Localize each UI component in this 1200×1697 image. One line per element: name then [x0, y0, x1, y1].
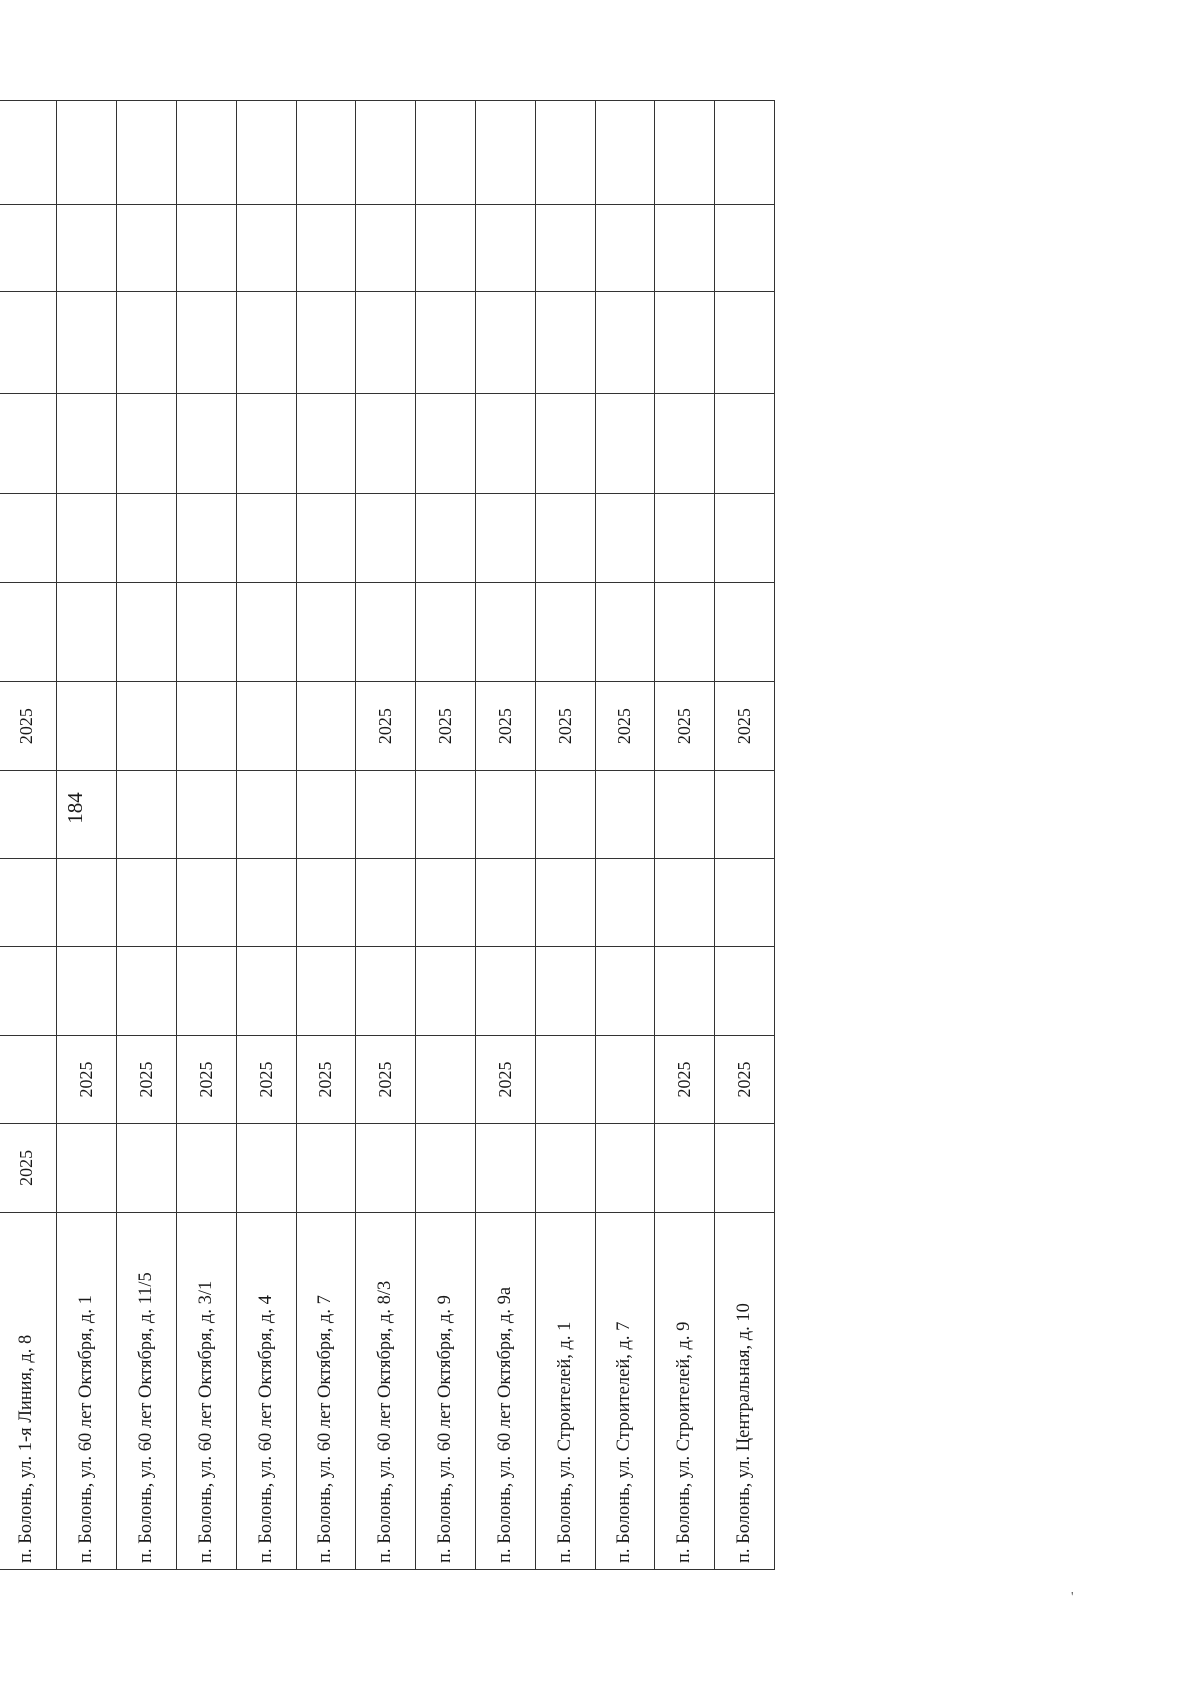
year-cell — [535, 292, 595, 394]
year-cell — [117, 682, 177, 770]
year-cell — [176, 770, 236, 858]
year-cell — [176, 859, 236, 947]
year-cell — [57, 582, 117, 682]
year-cell — [715, 1124, 775, 1212]
year-cell — [296, 682, 356, 770]
year-cell — [595, 1124, 655, 1212]
table-row — [176, 101, 236, 1570]
year-cell — [475, 947, 535, 1035]
year-cell — [535, 859, 595, 947]
year-cell: 2025 — [416, 682, 476, 770]
year-cell — [595, 101, 655, 205]
year-cell — [535, 1124, 595, 1212]
year-cell — [57, 101, 117, 205]
year-cell — [296, 393, 356, 494]
year-cell — [176, 494, 236, 582]
table-body — [0, 101, 775, 1570]
year-cell — [57, 393, 117, 494]
year-cell — [535, 947, 595, 1035]
year-cell — [176, 1124, 236, 1212]
year-cell — [57, 1124, 117, 1212]
year-cell — [0, 292, 57, 394]
year-cell — [236, 204, 296, 291]
table-row — [0, 101, 57, 1570]
year-cell: 2025 — [236, 1035, 296, 1123]
table-row — [356, 101, 416, 1570]
table-row — [655, 101, 715, 1570]
address-cell: п. Болонь, ул. 60 лет Октября, д. 3/1 — [176, 1212, 236, 1569]
year-cell — [356, 292, 416, 394]
address-cell: п. Болонь, ул. 60 лет Октября, д. 1 — [57, 1212, 117, 1569]
year-cell — [715, 204, 775, 291]
year-cell — [176, 682, 236, 770]
year-cell — [595, 859, 655, 947]
year-cell — [356, 204, 416, 291]
table-row — [117, 101, 177, 1570]
year-cell — [57, 770, 117, 858]
year-cell — [416, 101, 476, 205]
year-cell — [535, 582, 595, 682]
year-cell — [296, 947, 356, 1035]
year-cell — [416, 582, 476, 682]
year-cell — [595, 947, 655, 1035]
year-cell — [0, 1035, 57, 1123]
year-cell — [416, 393, 476, 494]
year-cell — [0, 393, 57, 494]
year-cell — [296, 494, 356, 582]
year-cell — [0, 101, 57, 205]
year-cell — [535, 101, 595, 205]
year-cell — [595, 582, 655, 682]
year-cell: 2025 — [296, 1035, 356, 1123]
year-cell: 2025 — [117, 1035, 177, 1123]
year-cell: 2025 — [715, 1035, 775, 1123]
year-cell — [296, 292, 356, 394]
year-cell — [356, 770, 416, 858]
table-row — [416, 101, 476, 1570]
year-cell — [655, 101, 715, 205]
year-cell — [475, 494, 535, 582]
year-cell — [57, 494, 117, 582]
year-cell: 2025 — [535, 682, 595, 770]
year-cell — [475, 393, 535, 494]
year-cell — [595, 1035, 655, 1123]
table-row — [236, 101, 296, 1570]
year-cell — [0, 204, 57, 291]
address-cell: п. Болонь, ул. 60 лет Октября, д. 7 — [296, 1212, 356, 1569]
year-cell — [296, 1124, 356, 1212]
year-cell — [416, 204, 476, 291]
year-cell — [535, 204, 595, 291]
year-cell — [236, 292, 296, 394]
table-row — [595, 101, 655, 1570]
address-cell: п. Болонь, ул. Строителей, д. 1 — [535, 1212, 595, 1569]
year-cell — [535, 1035, 595, 1123]
year-cell — [655, 859, 715, 947]
year-cell — [117, 770, 177, 858]
year-cell: 2025 — [715, 682, 775, 770]
year-cell — [176, 204, 236, 291]
year-cell — [655, 494, 715, 582]
year-cell: 2025 — [176, 1035, 236, 1123]
year-cell — [416, 1035, 476, 1123]
year-cell — [356, 1124, 416, 1212]
year-cell — [416, 494, 476, 582]
year-cell — [0, 494, 57, 582]
year-cell — [117, 292, 177, 394]
year-cell — [535, 494, 595, 582]
year-cell — [535, 393, 595, 494]
page-number: 184 — [63, 792, 87, 824]
year-cell — [655, 204, 715, 291]
year-cell — [356, 859, 416, 947]
year-cell — [117, 1124, 177, 1212]
year-cell — [117, 393, 177, 494]
year-cell — [236, 1124, 296, 1212]
year-cell — [117, 859, 177, 947]
year-cell — [57, 682, 117, 770]
year-cell — [117, 582, 177, 682]
year-cell: 2025 — [0, 1124, 57, 1212]
year-cell: 2025 — [475, 682, 535, 770]
year-cell — [296, 582, 356, 682]
address-cell: п. Болонь, ул. 60 лет Октября, д. 9 — [416, 1212, 476, 1569]
year-cell — [0, 582, 57, 682]
address-cell: п. Болонь, ул. 60 лет Октября, д. 8/3 — [356, 1212, 416, 1569]
year-cell — [57, 292, 117, 394]
year-cell — [416, 292, 476, 394]
year-cell — [475, 292, 535, 394]
year-cell — [475, 770, 535, 858]
address-cell: п. Болонь, ул. 1-я Линия, д. 8 — [0, 1212, 57, 1569]
year-cell — [655, 1124, 715, 1212]
year-cell — [715, 947, 775, 1035]
year-cell — [296, 101, 356, 205]
table-row — [475, 101, 535, 1570]
year-cell — [236, 101, 296, 205]
table-row — [535, 101, 595, 1570]
year-cell — [236, 947, 296, 1035]
year-cell — [176, 101, 236, 205]
year-cell — [356, 582, 416, 682]
year-cell: 2025 — [475, 1035, 535, 1123]
year-cell — [236, 859, 296, 947]
schedule-table — [0, 100, 775, 1570]
table-row — [715, 101, 775, 1570]
year-cell — [356, 494, 416, 582]
year-cell — [416, 1124, 476, 1212]
year-cell — [236, 582, 296, 682]
year-cell — [475, 101, 535, 205]
year-cell — [57, 204, 117, 291]
year-cell — [655, 582, 715, 682]
year-cell — [176, 393, 236, 494]
year-cell — [475, 1124, 535, 1212]
year-cell — [655, 393, 715, 494]
year-cell — [236, 393, 296, 494]
address-cell: п. Болонь, ул. 60 лет Октября, д. 11/5 — [117, 1212, 177, 1569]
year-cell — [356, 101, 416, 205]
year-cell — [655, 947, 715, 1035]
year-cell — [416, 770, 476, 858]
year-cell — [176, 292, 236, 394]
year-cell — [595, 204, 655, 291]
year-cell — [236, 682, 296, 770]
table-row — [57, 101, 117, 1570]
address-cell: п. Болонь, ул. 60 лет Октября, д. 4 — [236, 1212, 296, 1569]
year-cell — [595, 494, 655, 582]
year-cell — [475, 204, 535, 291]
year-cell — [715, 101, 775, 205]
year-cell — [715, 393, 775, 494]
year-cell: 2025 — [356, 1035, 416, 1123]
year-cell — [715, 582, 775, 682]
year-cell — [655, 770, 715, 858]
year-cell — [535, 770, 595, 858]
year-cell — [715, 494, 775, 582]
year-cell: 2025 — [57, 1035, 117, 1123]
year-cell — [356, 947, 416, 1035]
year-cell — [117, 947, 177, 1035]
year-cell — [416, 947, 476, 1035]
year-cell — [57, 859, 117, 947]
address-cell: п. Болонь, ул. Строителей, д. 7 — [595, 1212, 655, 1569]
year-cell — [176, 582, 236, 682]
address-cell: п. Болонь, ул. 60 лет Октября, д. 9а — [475, 1212, 535, 1569]
year-cell — [595, 770, 655, 858]
year-cell: 2025 — [356, 682, 416, 770]
year-cell: 2025 — [655, 1035, 715, 1123]
year-cell — [236, 770, 296, 858]
year-cell — [0, 947, 57, 1035]
year-cell: 2025 — [655, 682, 715, 770]
year-cell — [296, 204, 356, 291]
year-cell — [715, 859, 775, 947]
year-cell — [117, 101, 177, 205]
year-cell — [236, 494, 296, 582]
year-cell: 2025 — [0, 682, 57, 770]
year-cell — [296, 770, 356, 858]
year-cell — [0, 770, 57, 858]
year-cell — [416, 859, 476, 947]
address-cell: п. Болонь, ул. Строителей, д. 9 — [655, 1212, 715, 1569]
stray-mark: ' — [1071, 1590, 1074, 1605]
year-cell — [475, 582, 535, 682]
year-cell — [655, 292, 715, 394]
year-cell — [715, 292, 775, 394]
year-cell — [0, 859, 57, 947]
year-cell — [356, 393, 416, 494]
address-cell: п. Болонь, ул. Центральная, д. 10 — [715, 1212, 775, 1569]
schedule-table-wrapper — [0, 100, 775, 1570]
year-cell — [715, 770, 775, 858]
year-cell: 2025 — [595, 682, 655, 770]
year-cell — [117, 204, 177, 291]
year-cell — [475, 859, 535, 947]
year-cell — [595, 292, 655, 394]
year-cell — [57, 947, 117, 1035]
year-cell — [176, 947, 236, 1035]
year-cell — [117, 494, 177, 582]
year-cell — [595, 393, 655, 494]
year-cell — [296, 859, 356, 947]
table-row — [296, 101, 356, 1570]
